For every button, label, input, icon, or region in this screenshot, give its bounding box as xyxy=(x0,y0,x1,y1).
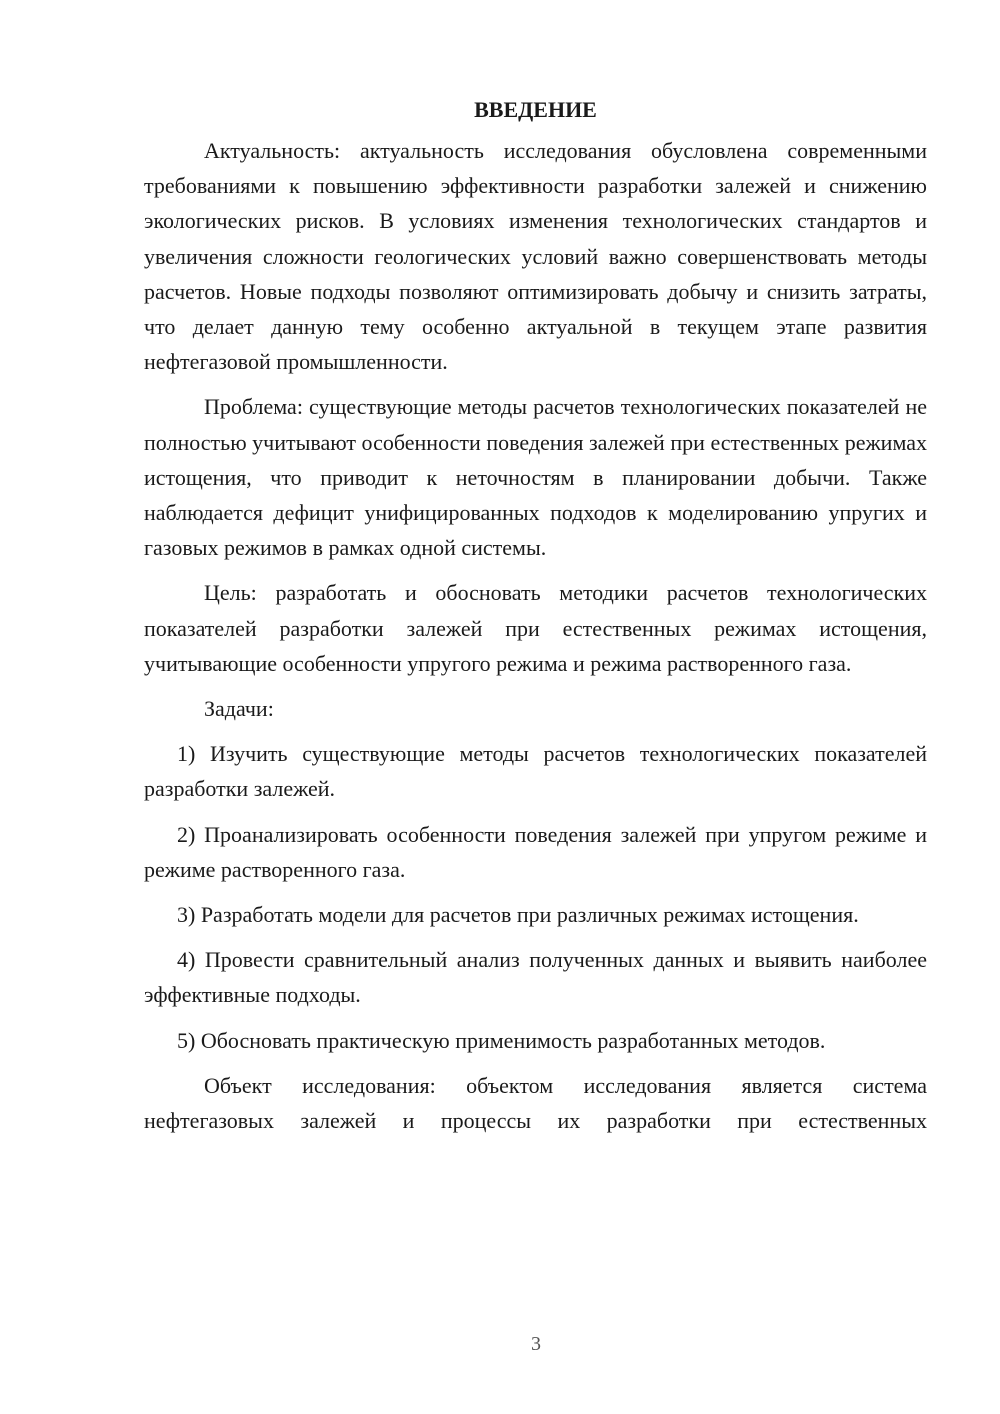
paragraph-goal: Цель: разработать и обосновать методики расчетов технологических показателей разработки залежей при естественных режимах истощения, учитывающие особенности упругого режима и режима растворенного газа. xyxy=(144,580,927,676)
paragraph-object: Объект исследования: объектом исследования является система нефтегазовых залежей и процессы их разработки при естественных xyxy=(144,1072,927,1134)
page-title: ВВЕДЕНИЕ xyxy=(474,97,597,122)
task-item-5: 5) Обосновать практическую применимость разработанных методов. xyxy=(177,1027,826,1053)
paragraph-relevance: Актуальность: актуальность исследования обусловлена современными требованиями к повышению эффективности разработки залежей и снижению экологических рисков. В условиях изменения технологических стандартов и увеличения сложности геологических условий важно совершенствовать методы расчетов. Новые подходы позволяют оптимизировать добычу и снизить затраты, что делает данную тему особенно актуальной в текущем этапе развития нефтегазовой промышленности. xyxy=(144,138,927,375)
task-item-2: 2) Проанализировать особенности поведения залежей при упругом режиме и режиме растворенного газа. xyxy=(144,821,927,882)
task-item-4: 4) Провести сравнительный анализ полученных данных и выявить наиболее эффективные подходы. xyxy=(144,947,927,1008)
page-content xyxy=(144,92,927,1138)
paragraph-problem: Проблема: существующие методы расчетов технологических показателей не полностью учитывают особенности поведения залежей при естественных режимах истощения, что приводит к неточностям в планировании добычи. Также наблюдается дефицит унифицированных подходов к моделированию упругих и газовых режимов в рамках одной системы. xyxy=(144,394,927,561)
task-item-3: 3) Разработать модели для расчетов при различных режимах истощения. xyxy=(177,902,859,928)
tasks-heading: Задачи: xyxy=(204,696,274,722)
task-item-1: 1) Изучить существующие методы расчетов технологических показателей разработки залежей. xyxy=(144,741,927,802)
page-number: 3 xyxy=(531,1333,541,1355)
